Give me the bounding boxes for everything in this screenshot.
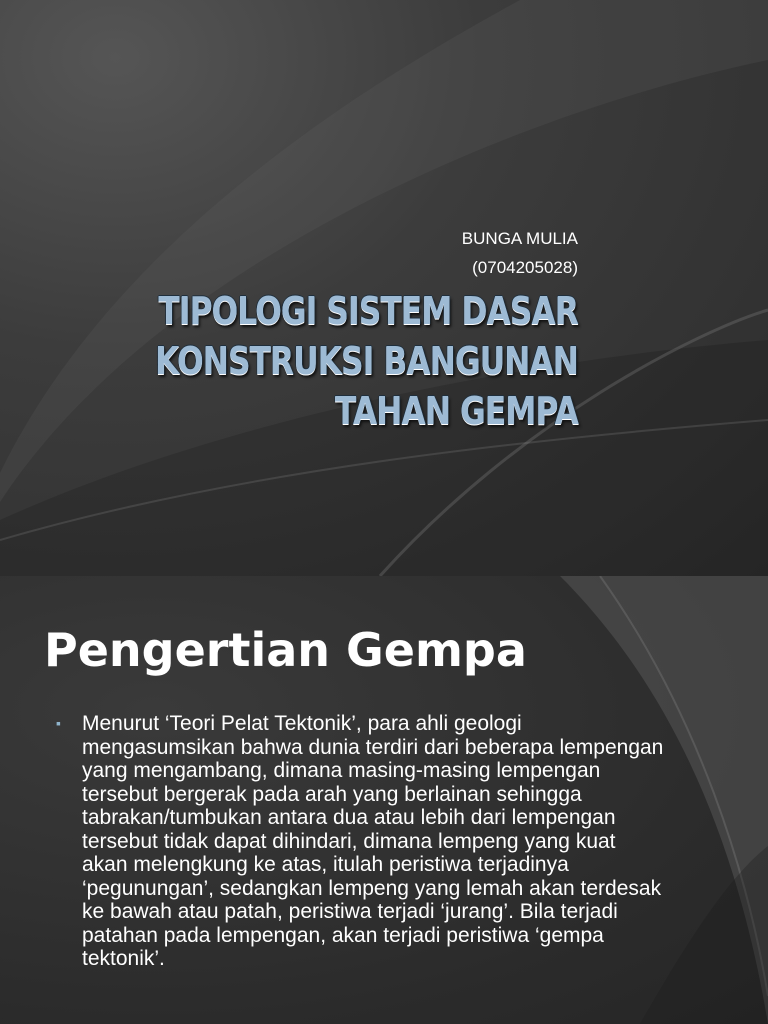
list-item [54, 712, 664, 971]
bullet-list [54, 712, 664, 971]
content-slide [0, 576, 768, 1024]
title-line-1: TIPOLOGI SISTEM DASAR [158, 289, 579, 333]
slide-heading: Pengertian Gempa [44, 623, 527, 677]
author-id: (0704205028) [472, 258, 578, 277]
title-line-3: TAHAN GEMPA [334, 389, 578, 433]
title-line-2: KONSTRUKSI BANGUNAN [155, 339, 579, 383]
presentation-title [152, 286, 578, 436]
author-name: BUNGA MULIA [461, 229, 578, 248]
author-block [462, 224, 578, 282]
bullet-text: Menurut ‘Teori Pelat Tektonik’, para ahli geologi mengasumsikan bahwa dunia terdiri dari beberapa lempengan yang mengambang, dimana masing-masing lempengan tersebut bergerak pada arah yang berlainan sehingga tabrakan/tumbukan antara dua atau lebih dari lempengan tersebut tidak dapat dihindari, dimana lempeng yang kuat akan melengkung ke atas, itulah peristiwa terjadinya ‘pegunungan’, sedangkan lempeng yang lemah akan terdesak ke bawah atau patah, peristiwa terjadi ‘jurang’. Bila terjadi patahan pada lempengan, akan terjadi peristiwa ‘gempa tektonik’. [82, 712, 664, 970]
square-bullet-icon: ▪ [56, 715, 61, 731]
